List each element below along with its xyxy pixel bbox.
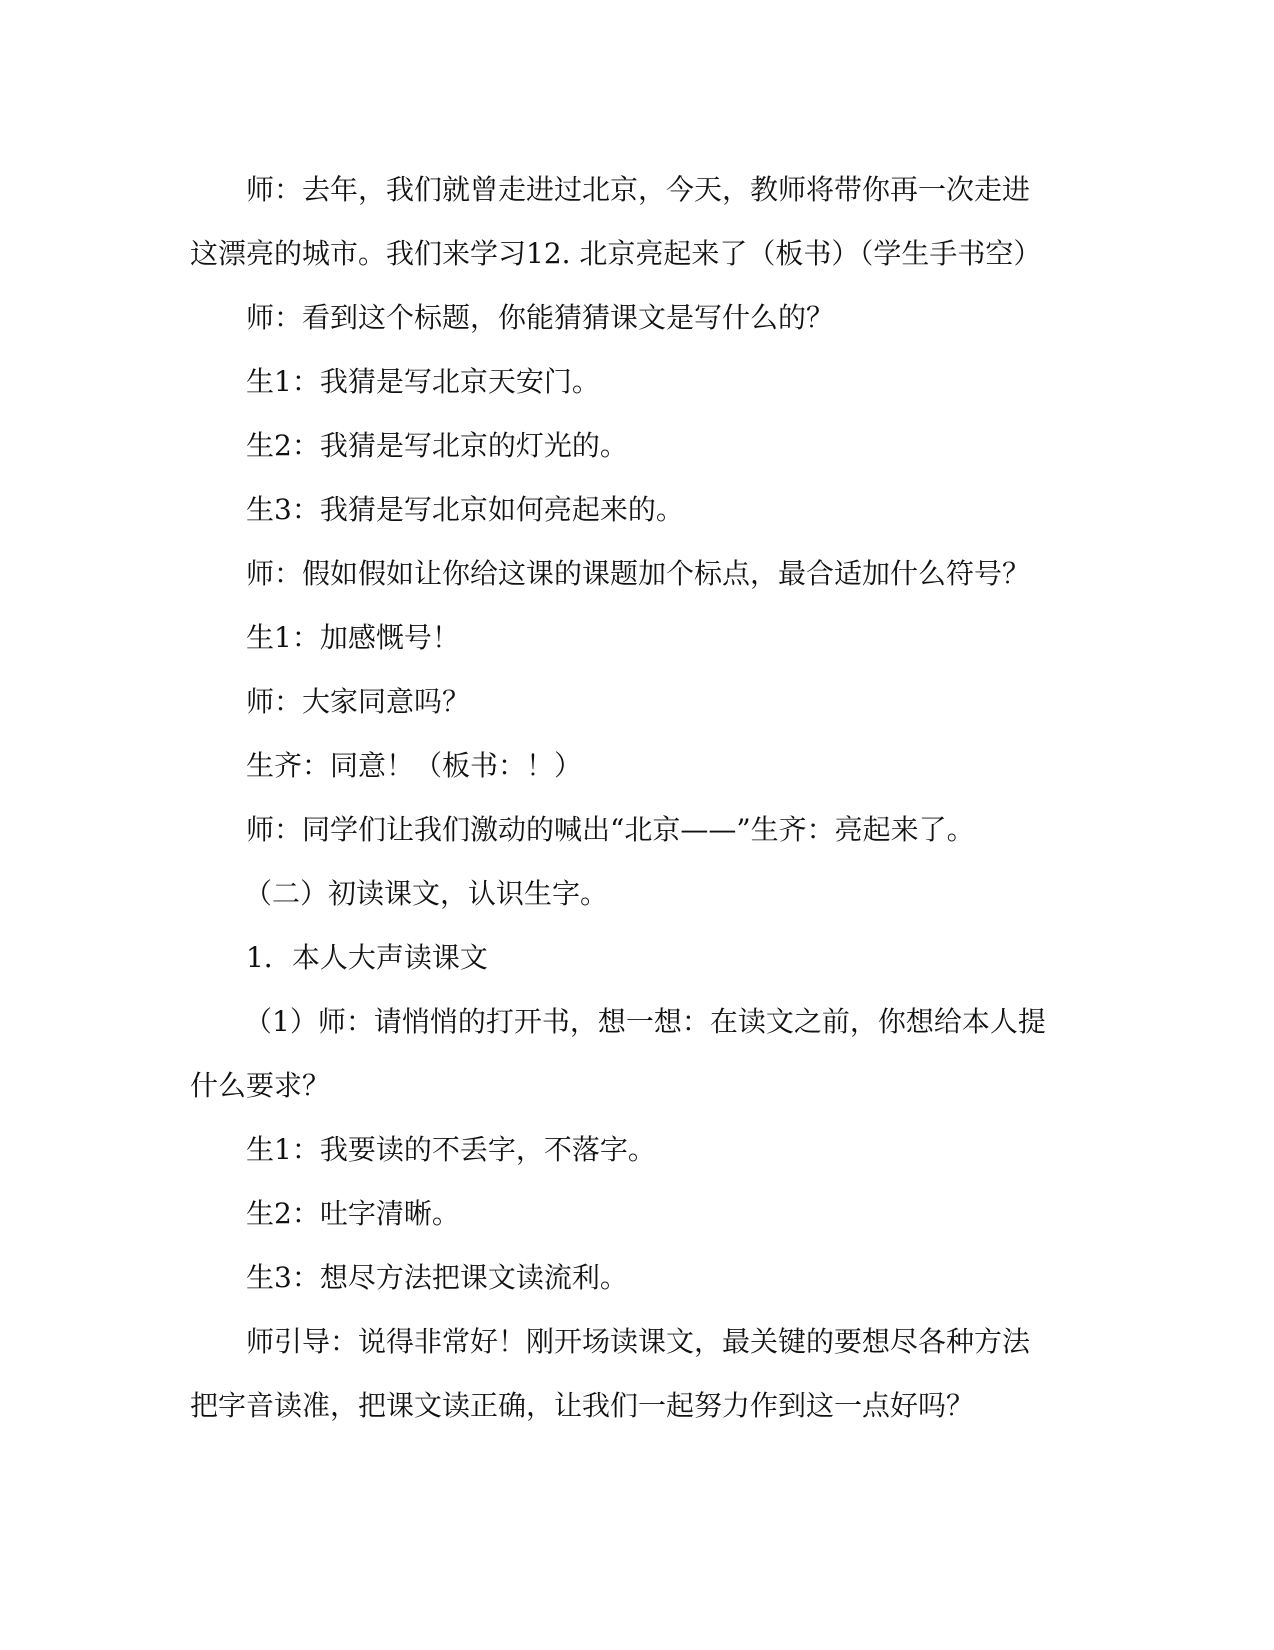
paragraph-line: 师引导：说得非常好！刚开场读课文，最关键的要想尽各种方法 bbox=[246, 1325, 1031, 1358]
paragraph-line: 1．本人大声读课文 bbox=[246, 941, 488, 974]
paragraph-line: 生3：我猜是写北京如何亮起来的。 bbox=[246, 493, 684, 526]
paragraph-line: 生1：我要读的不丢字，不落字。 bbox=[246, 1133, 656, 1166]
paragraph-line: 生1：我猜是写北京天安门。 bbox=[246, 365, 600, 398]
paragraph-line: 把字音读准，把课文读正确，让我们一起努力作到这一点好吗？ bbox=[190, 1389, 975, 1422]
paragraph-line: 师：大家同意吗？ bbox=[246, 685, 471, 718]
paragraph-line: 生齐：同意！（板书：！） bbox=[246, 749, 583, 782]
paragraph-line: 这漂亮的城市。我们来学习12. 北京亮起来了（板书）（学生手书空） bbox=[190, 237, 1042, 270]
paragraph-line: （1）师：请悄悄的打开书，想一想：在读文之前，你想给本人提 bbox=[244, 1005, 1046, 1038]
paragraph-line: 什么要求？ bbox=[190, 1069, 331, 1102]
paragraph-line: 师：看到这个标题，你能猜猜课文是写什么的？ bbox=[246, 301, 835, 334]
paragraph-line: 生3：想尽方法把课文读流利。 bbox=[246, 1261, 628, 1294]
paragraph-line: 生2：吐字清晰。 bbox=[246, 1197, 460, 1230]
paragraph-line: 师：假如假如让你给这课的课题加个标点，最合适加什么符号？ bbox=[246, 557, 1031, 590]
paragraph-line: 师：去年，我们就曾走进过北京，今天，教师将带你再一次走进 bbox=[246, 173, 1031, 206]
paragraph-line: 生2：我猜是写北京的灯光的。 bbox=[246, 429, 628, 462]
section-heading: （二）初读课文，认识生字。 bbox=[244, 877, 609, 910]
paragraph-line: 师：同学们让我们激动的喊出“北京——”生齐：亮起来了。 bbox=[246, 813, 975, 846]
document-body bbox=[190, 158, 1085, 1438]
paragraph-line: 生1：加感慨号！ bbox=[246, 621, 460, 654]
